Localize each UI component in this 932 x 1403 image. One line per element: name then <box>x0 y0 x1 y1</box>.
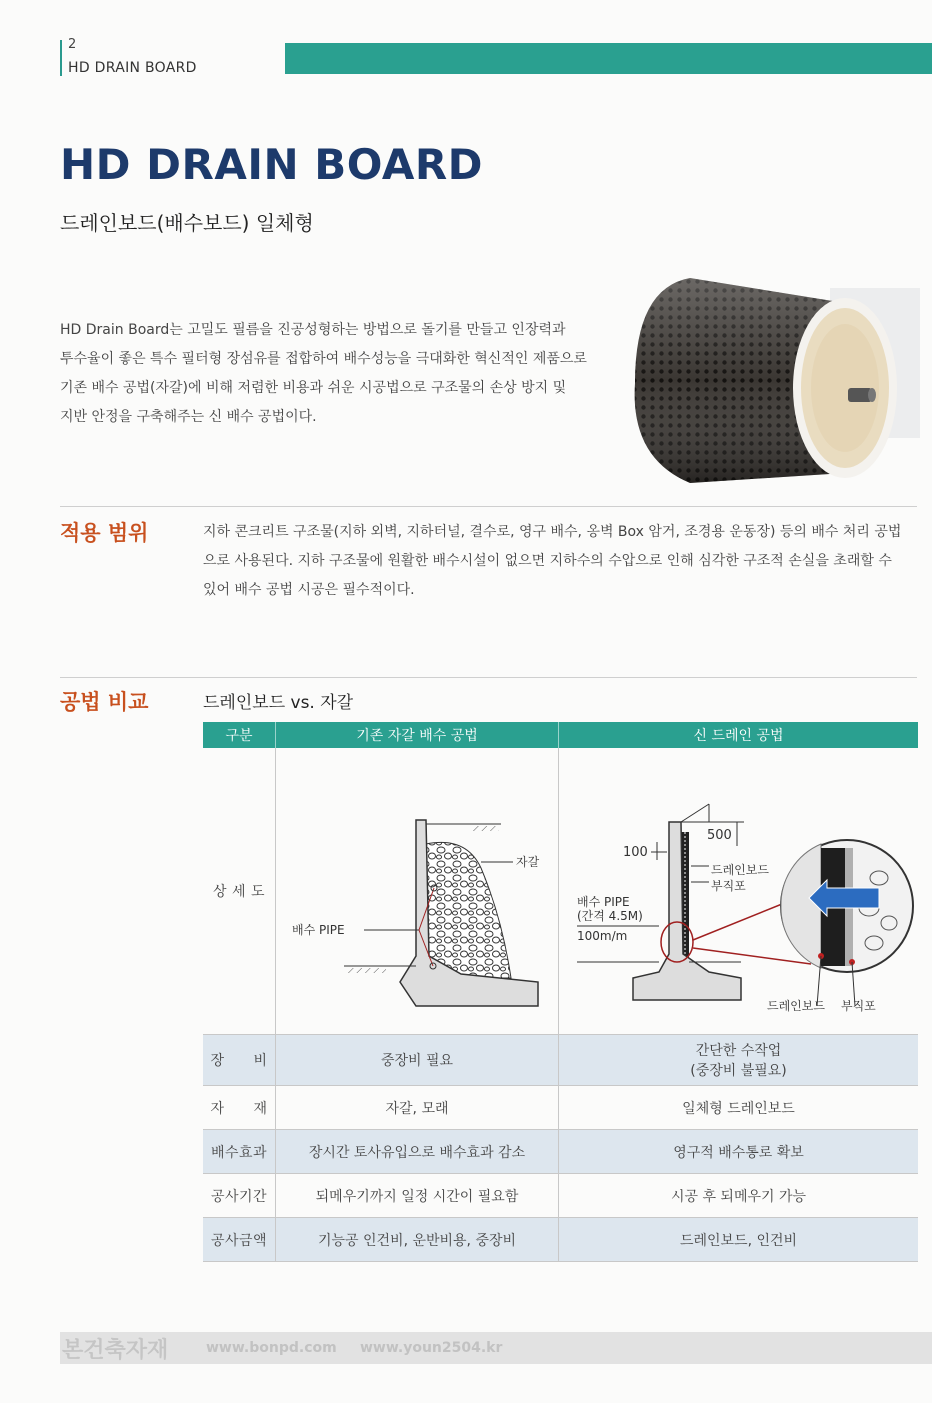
scope-line: 으로 사용된다. 지하 구조물에 원활한 배수시설이 없으면 지하수의 수압으로 인해 심각한 구조적 손실을 초래할 수 <box>203 553 892 569</box>
comparison-table <box>203 722 918 1262</box>
old-method-diagram-cell <box>276 748 559 1035</box>
table-row <box>203 1174 918 1218</box>
old-method-cell: 되메우기까지 일정 시간이 필요함 <box>276 1174 559 1218</box>
column-header: 구분 <box>203 722 276 748</box>
old-method-diagram <box>276 748 558 1030</box>
new-method-cell <box>559 1035 919 1086</box>
old-method-cell: 중장비 필요 <box>276 1035 559 1086</box>
new-method-cell: 시공 후 되메우기 가능 <box>559 1174 919 1218</box>
row-label: 자 재 <box>203 1086 276 1130</box>
zoom-fabric-label: 부직포 <box>841 999 876 1013</box>
new-method-diagram-cell <box>559 748 919 1035</box>
column-header: 신 드레인 공법 <box>559 722 919 748</box>
intro-line: 지반 안정을 구축해주는 신 배수 공법이다. <box>60 409 317 425</box>
new-method-diagram <box>559 748 918 1030</box>
table-row <box>203 1086 918 1130</box>
table-row <box>203 1035 918 1086</box>
header-label: HD DRAIN BOARD <box>68 60 197 76</box>
intro-line: 투수율이 좋은 특수 필터형 장섬유를 접합하여 배수성능을 극대화한 혁신적인 제품으로 <box>60 351 587 367</box>
dim-100: 100 <box>623 845 648 860</box>
table-row <box>203 1130 918 1174</box>
new-method-cell: 일체형 드레인보드 <box>559 1086 919 1130</box>
comparison-heading: 공법 비교 <box>60 690 149 714</box>
old-method-cell: 자갈, 모래 <box>276 1086 559 1130</box>
column-header: 기존 자갈 배수 공법 <box>276 722 559 748</box>
new-method-line: 간단한 수작업 <box>695 1043 782 1059</box>
page-subtitle: 드레인보드(배수보드) 일체형 <box>60 211 314 235</box>
old-method-cell: 장시간 토사유입으로 배수효과 감소 <box>276 1130 559 1174</box>
header-band <box>285 43 932 74</box>
pipe-label-2: (간격 4.5M) <box>577 909 643 923</box>
fabric-label: 부직포 <box>711 879 746 893</box>
pipe-label: 배수 PIPE <box>292 923 345 937</box>
header-accent-bar <box>60 40 62 76</box>
pipe-label-1: 배수 PIPE <box>577 895 630 909</box>
intro-line: 기존 배수 공법(자갈)에 비해 저렴한 비용과 쉬운 시공법으로 구조물의 손상 방지 및 <box>60 380 567 396</box>
row-label: 장 비 <box>203 1035 276 1086</box>
page-number: 2 <box>68 37 77 52</box>
gravel-label: 자갈 <box>516 855 540 869</box>
pipe-label-3: 100m/m <box>577 929 628 943</box>
scope-heading: 적용 범위 <box>60 521 149 545</box>
table-header-row <box>203 722 918 748</box>
row-label: 상 세 도 <box>203 748 276 1035</box>
scope-line: 지하 콘크리트 구조물(지하 외벽, 지하터널, 결수로, 영구 배수, 옹벽 Box 암거, 조경용 운동장) 등의 배수 처리 공법 <box>203 524 902 540</box>
table-row <box>203 1218 918 1262</box>
old-method-cell: 기능공 인건비, 운반비용, 중장비 <box>276 1218 559 1262</box>
section-divider <box>60 677 917 678</box>
footer-url[interactable]: www.bonpd.com <box>206 1340 337 1356</box>
section-divider <box>60 506 917 507</box>
scope-line: 있어 배수 공법 시공은 필수적이다. <box>203 582 415 598</box>
product-roll-image <box>630 268 920 488</box>
new-method-cell: 드레인보드, 인건비 <box>559 1218 919 1262</box>
intro-line: HD Drain Board는 고밀도 필름을 진공성형하는 방법으로 돌기를 만들고 인장력과 <box>60 322 566 338</box>
row-label: 공사금액 <box>203 1218 276 1262</box>
row-label: 배수효과 <box>203 1130 276 1174</box>
intro-paragraph <box>60 316 620 432</box>
comparison-subheading: 드레인보드 vs. 자갈 <box>203 693 354 713</box>
table-row-detail <box>203 748 918 1035</box>
row-label: 공사기간 <box>203 1174 276 1218</box>
new-method-line: (중장비 불필요) <box>690 1063 787 1079</box>
new-method-cell: 영구적 배수통로 확보 <box>559 1130 919 1174</box>
scope-paragraph <box>203 518 915 605</box>
dim-500: 500 <box>707 828 732 843</box>
board-label: 드레인보드 <box>711 863 769 877</box>
footer-brand: 본건축자재 <box>62 1338 169 1363</box>
page-title: HD DRAIN BOARD <box>60 140 484 189</box>
zoom-board-label: 드레인보드 <box>767 999 825 1013</box>
footer-url[interactable]: www.youn2504.kr <box>360 1340 503 1356</box>
